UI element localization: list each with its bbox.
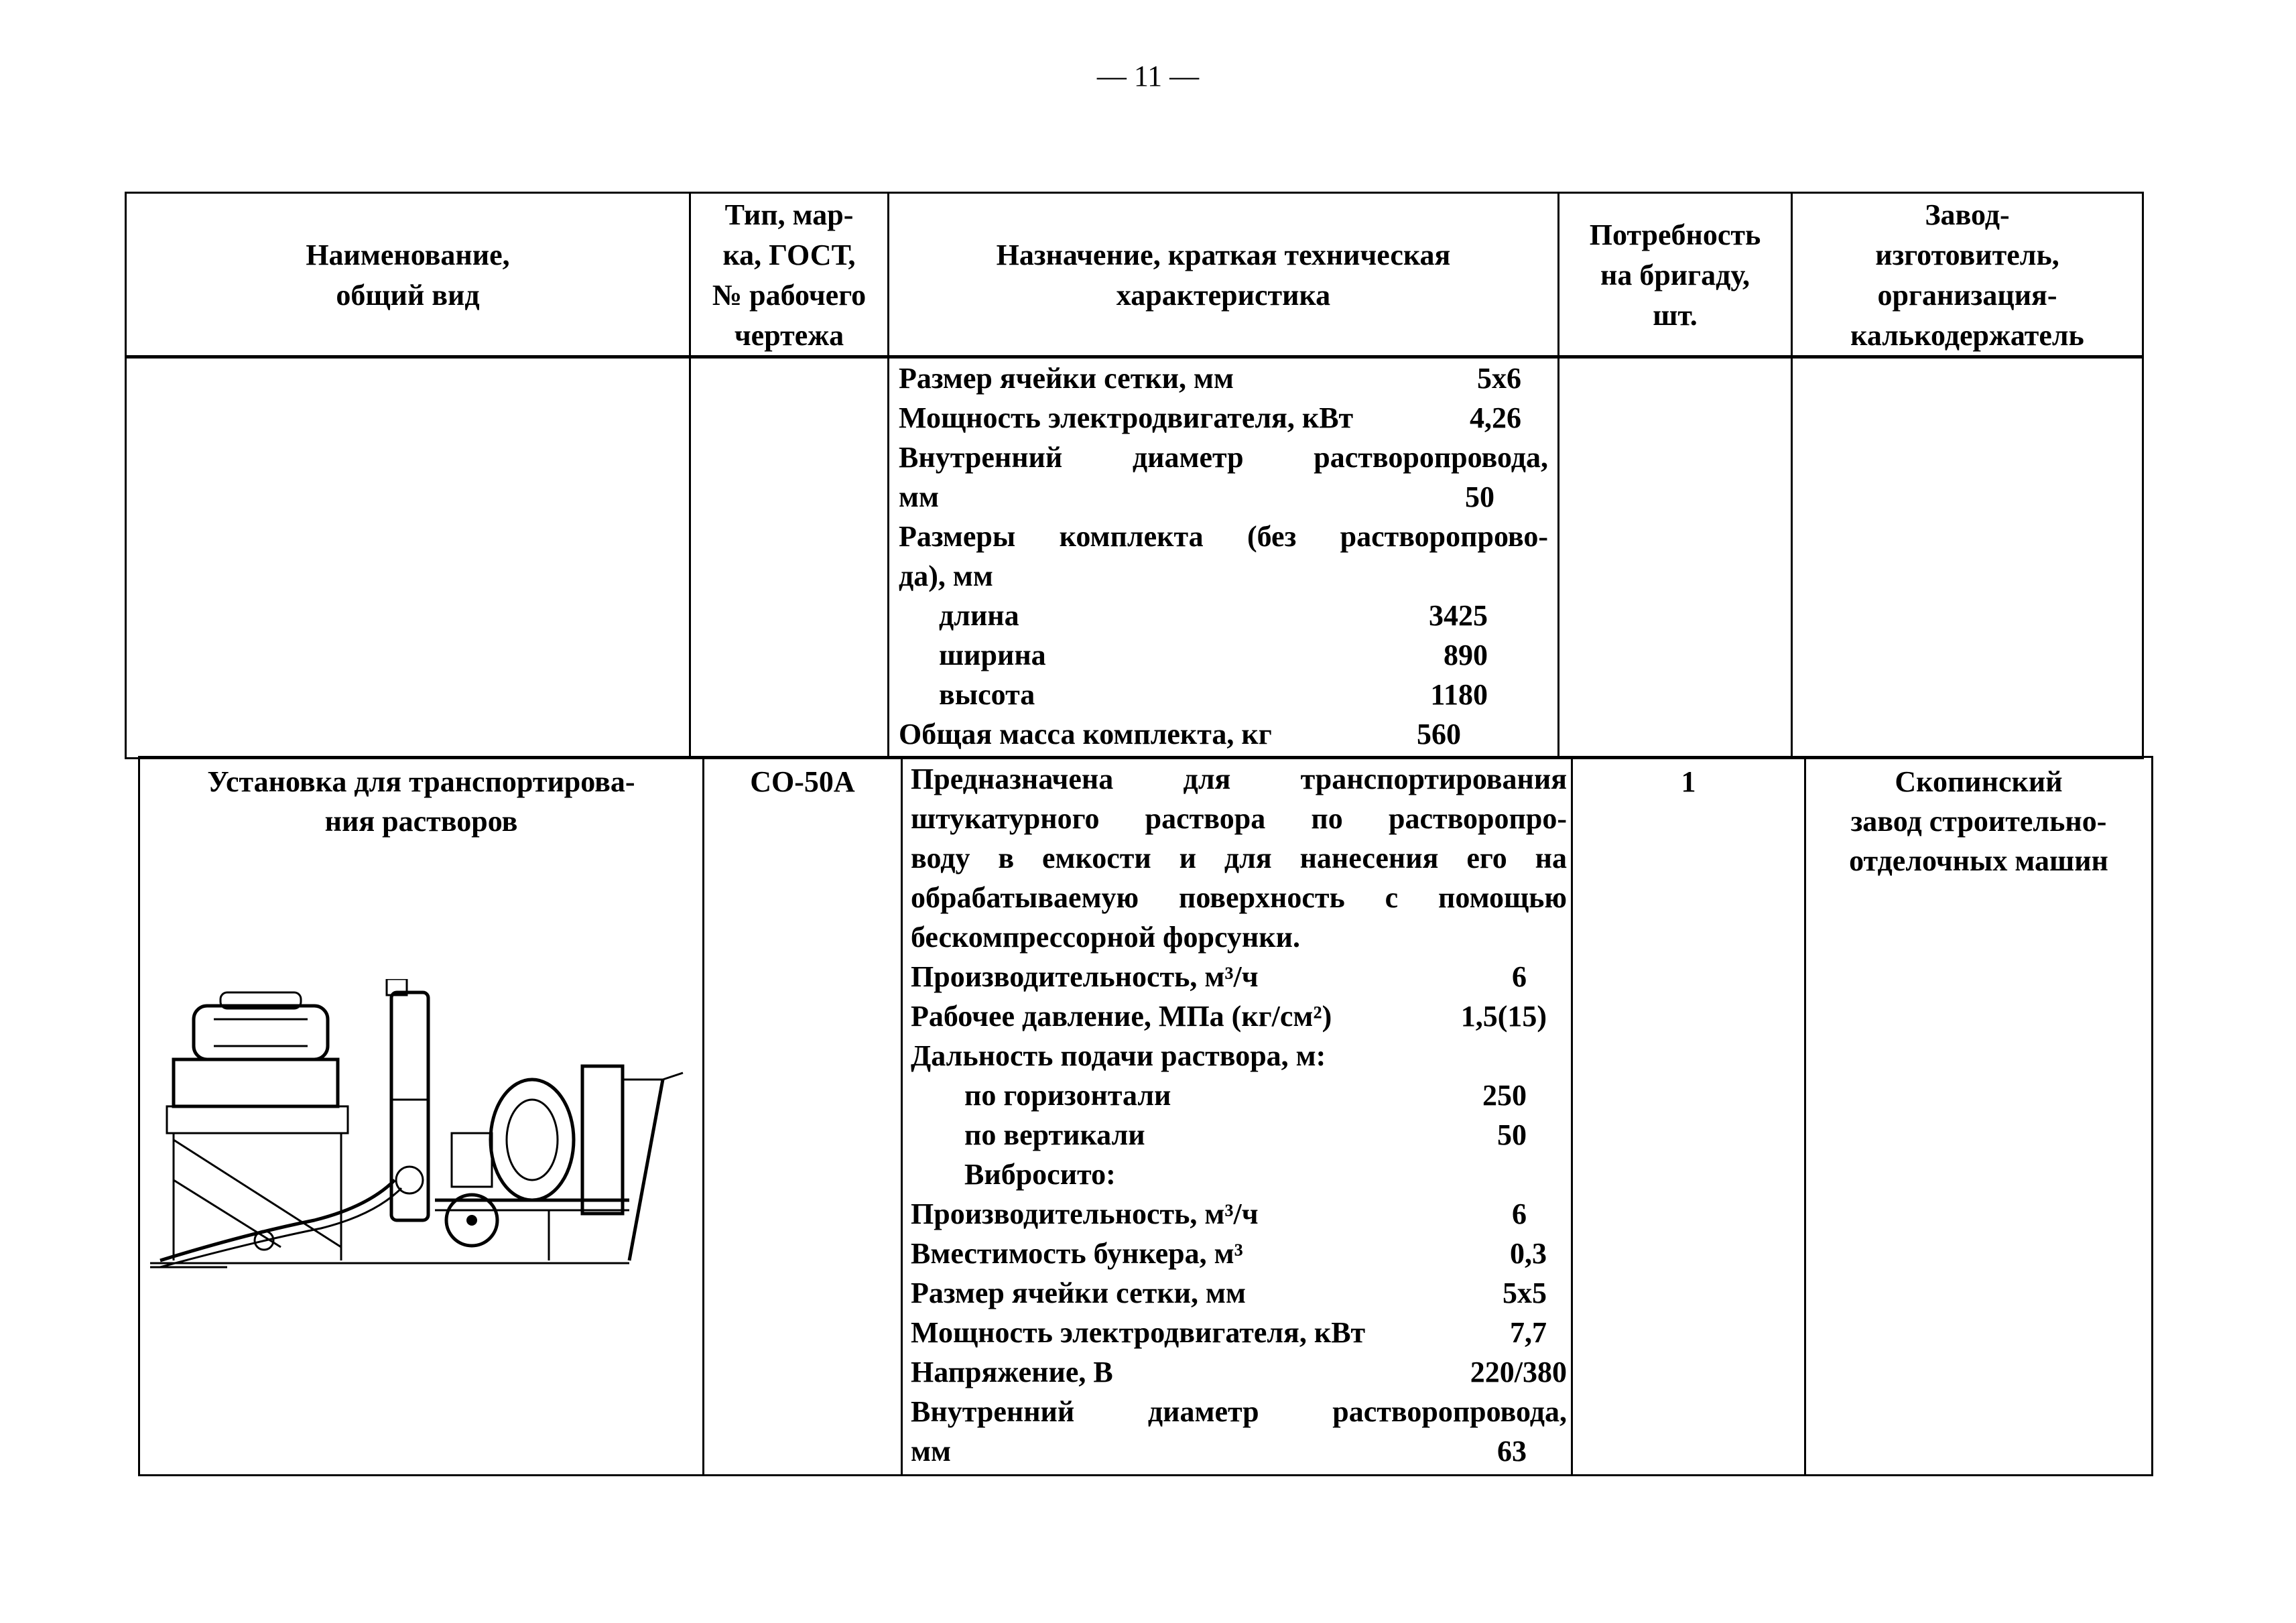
spec-value: 7,7 [1510,1316,1547,1349]
spec-label: Напряжение, В [911,1356,1113,1388]
header-need-line: Потребность [1589,218,1761,251]
spec-line [911,1352,1567,1392]
spec-line [899,477,1548,517]
spec-label: по горизонтали [964,1079,1171,1112]
spec-value: 5х5 [1503,1277,1547,1309]
header-type [690,193,889,358]
spec-line [911,1431,1567,1471]
spec-value: 3425 [1429,599,1488,632]
spec-label: Внутренний диаметр растворопровода, [911,1395,1567,1428]
spec-line [911,1313,1567,1352]
spec-line [911,996,1567,1036]
header-need-line: шт. [1653,298,1698,332]
header-type-line: ка, ГОСТ, [722,238,856,271]
header-purpose [889,193,1559,358]
equipment-drawing [147,979,703,1301]
header-type-line: № рабочего [712,278,867,312]
spec-line [911,1155,1567,1194]
spec-line [899,596,1548,635]
spec-label: Рабочее давление, МПа (кг/см²) [911,1000,1332,1033]
row2-need-cell [1572,757,1805,1476]
header-type-line: чертежа [734,318,844,352]
header-maker-line: организация- [1877,278,2057,312]
header-type-line: Тип, мар- [724,198,854,231]
spec-line [911,1392,1567,1431]
spec-line [899,398,1548,438]
spec-value: 50 [1465,480,1494,513]
header-purpose-line: характеристика [1116,278,1331,312]
row2-spec-cell [902,757,1572,1476]
spec-line [899,438,1548,477]
spec-value: 1180 [1430,678,1488,711]
header-maker-line: изготовитель, [1875,238,2059,271]
spec-line [911,1234,1567,1273]
spec-value: 220/380 [1470,1356,1567,1388]
spec-label: Внутренний диаметр растворопровода, [899,441,1548,474]
row1-need-cell [1559,356,1792,759]
spec-label: Дальность подачи раствора, м: [911,1039,1326,1072]
row2-desc-line: воду в емкости и для нанесения его на [911,842,1567,874]
spec-label: длина [939,599,1019,632]
row2-name-line: Установка для транспортирова- [207,765,635,798]
table-row [125,355,2144,759]
row2-name-cell [139,757,704,1476]
row1-spec-cell [889,356,1559,759]
spec-line [899,714,1548,754]
row2-type: СО-50А [750,765,855,798]
spec-value: 63 [1497,1435,1527,1468]
spec-value: 0,3 [1510,1237,1547,1270]
row2-maker-cell [1805,757,2153,1476]
spec-label: Вместимость бункера, м³ [911,1237,1243,1270]
spec-line [911,1076,1567,1115]
header-need-line: на бригаду, [1600,258,1750,291]
header-maker-line: Завод- [1925,198,2010,231]
spec-label: Размер ячейки сетки, мм [899,362,1234,395]
header-maker-line: калькодержатель [1850,318,2084,352]
row2-maker-line: завод строительно- [1850,805,2107,838]
row2-maker-line: Скопинский [1895,765,2063,798]
spec-line [899,635,1548,675]
spec-line [899,517,1548,556]
row2-maker-line: отделочных машин [1849,844,2108,877]
row2-desc-line: штукатурного раствора по растворопро- [911,802,1567,835]
spec-value: 6 [1512,1197,1527,1230]
table-row [138,756,2153,1476]
header-name [126,193,690,358]
spec-value: 560 [1417,718,1461,751]
spec-label: Вибросито: [964,1158,1116,1191]
header-purpose-line: Назначение, краткая техническая [996,238,1451,271]
spec-line [899,556,1548,596]
spec-label: Производительность, м³/ч [911,960,1259,993]
spec-label: мм [899,480,939,513]
spec-label: да), мм [899,560,993,592]
table-header [125,192,2144,359]
spec-label: по вертикали [964,1118,1145,1151]
row2-type-cell [704,757,902,1476]
row2-desc-line: обрабатываемую поверхность с помощью [911,881,1567,914]
spec-value: 890 [1444,639,1488,671]
spec-label: Производительность, м³/ч [911,1197,1259,1230]
spec-value: 5х6 [1477,362,1521,395]
row2-spec-list [911,957,1567,1471]
spec-value: 50 [1497,1118,1527,1151]
header-maker [1792,193,2143,358]
row2-need: 1 [1681,765,1696,798]
page-number: — 11 — [1096,60,1200,92]
spec-line [911,1036,1567,1076]
row1-maker-cell [1792,356,2143,759]
spec-label: Мощность электродвигателя, кВт [911,1316,1366,1349]
row2-desc-line: Предназначена для транспортирования [911,763,1567,795]
spec-label: Размеры комплекта (без растворопрово- [899,520,1548,553]
spec-line [911,1194,1567,1234]
header-name-line: общий вид [336,278,480,312]
spec-line [899,359,1548,398]
spec-line [911,1115,1567,1155]
row1-spec-list [889,357,1557,754]
row2-desc-line: бескомпрессорной форсунки. [911,921,1300,954]
spec-label: ширина [939,639,1046,671]
spec-label: высота [939,678,1035,711]
header-need [1559,193,1792,358]
row1-type-cell [690,356,889,759]
spec-label: Общая масса комплекта, кг [899,718,1272,751]
spec-value: 4,26 [1470,401,1521,434]
spec-label: мм [911,1435,951,1468]
spec-value: 250 [1482,1079,1527,1112]
spec-label: Мощность электродвигателя, кВт [899,401,1354,434]
spec-value: 6 [1512,960,1527,993]
row2-name-line: ния растворов [324,805,518,838]
spec-label: Размер ячейки сетки, мм [911,1277,1246,1309]
spec-value: 1,5(15) [1460,1000,1547,1033]
spec-line [911,1273,1567,1313]
spec-line [899,675,1548,714]
row1-name-cell [126,356,690,759]
header-name-line: Наименование, [306,238,510,271]
spec-line [911,957,1567,996]
